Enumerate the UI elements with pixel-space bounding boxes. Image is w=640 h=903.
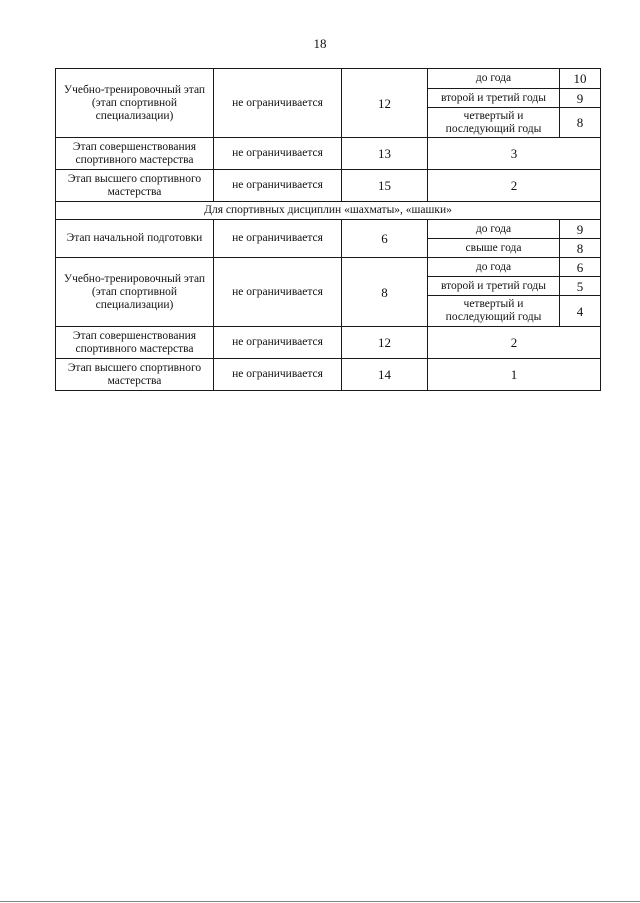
duration-cell: не ограничивается (214, 170, 342, 202)
count-cell: 10 (560, 69, 601, 89)
stage-name-cell: Этап начальной подготовки (56, 220, 214, 258)
age-cell: 6 (342, 220, 428, 258)
count-cell: 8 (560, 108, 601, 138)
count-cell: 9 (560, 89, 601, 108)
table-row (56, 170, 601, 202)
page-edge-divider (0, 901, 640, 902)
stage-name-cell: Этап высшего спортивного мастерства (56, 170, 214, 202)
stage-name-cell: Этап совершенствования спортивного мастерства (56, 138, 214, 170)
count-cell: 5 (560, 277, 601, 296)
year-label-cell: четвертый и последующий годы (428, 296, 560, 327)
count-cell: 3 (428, 138, 601, 170)
year-label-cell: свыше года (428, 239, 560, 258)
stage-name-cell: Учебно-тренировочный этап (этап спортивной специализации) (56, 69, 214, 138)
duration-cell: не ограничивается (214, 327, 342, 359)
count-cell: 6 (560, 258, 601, 277)
age-cell: 13 (342, 138, 428, 170)
count-cell: 2 (428, 327, 601, 359)
year-label-cell: до года (428, 258, 560, 277)
table-row (56, 220, 601, 239)
table-row (56, 69, 601, 89)
table-row (56, 138, 601, 170)
year-label-cell: четвертый и последующий годы (428, 108, 560, 138)
duration-cell: не ограничивается (214, 220, 342, 258)
duration-cell: не ограничивается (214, 138, 342, 170)
year-label-cell: до года (428, 69, 560, 89)
stage-name-cell: Этап высшего спортивного мастерства (56, 359, 214, 391)
section-header-cell: Для спортивных дисциплин «шахматы», «шашки» (56, 202, 601, 220)
age-cell: 12 (342, 69, 428, 138)
count-cell: 4 (560, 296, 601, 327)
age-cell: 14 (342, 359, 428, 391)
table-row (56, 327, 601, 359)
sports-stages-table (55, 68, 601, 391)
duration-cell: не ограничивается (214, 258, 342, 327)
table-row (56, 359, 601, 391)
table-row (56, 258, 601, 277)
count-cell: 1 (428, 359, 601, 391)
count-cell: 9 (560, 220, 601, 239)
count-cell: 8 (560, 239, 601, 258)
stage-name-cell: Этап совершенствования спортивного мастерства (56, 327, 214, 359)
year-label-cell: второй и третий годы (428, 277, 560, 296)
age-cell: 12 (342, 327, 428, 359)
year-label-cell: до года (428, 220, 560, 239)
count-cell: 2 (428, 170, 601, 202)
table-row (56, 202, 601, 220)
duration-cell: не ограничивается (214, 359, 342, 391)
stage-name-cell: Учебно-тренировочный этап (этап спортивной специализации) (56, 258, 214, 327)
duration-cell: не ограничивается (214, 69, 342, 138)
age-cell: 8 (342, 258, 428, 327)
age-cell: 15 (342, 170, 428, 202)
year-label-cell: второй и третий годы (428, 89, 560, 108)
page-number: 18 (313, 36, 327, 51)
